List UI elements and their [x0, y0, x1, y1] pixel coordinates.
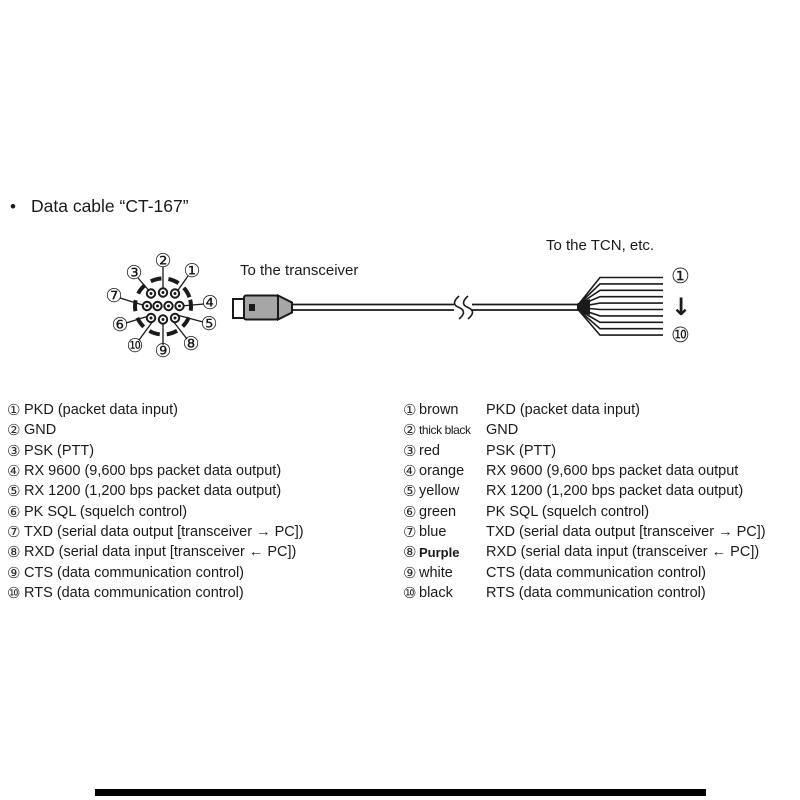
pin-description: GND	[486, 422, 519, 439]
pin-number: ⑧	[403, 543, 417, 562]
pin-list-left	[7, 400, 304, 603]
pin-number: ⑥	[403, 502, 417, 521]
pin-row	[7, 562, 304, 582]
pin-description: RX 1200 (1,200 bps packet data output)	[24, 483, 282, 500]
pin-row	[403, 461, 766, 481]
pin-description: CTS (data communication control)	[24, 564, 244, 581]
cable-lines	[291, 305, 578, 311]
pin-description: PK SQL (squelch control)	[486, 503, 650, 520]
plug-icon	[233, 296, 292, 320]
pin-number: ⑤	[7, 482, 21, 501]
connector-pin-number: ①	[183, 260, 201, 282]
pin-description: CTS (data communication control)	[486, 564, 706, 581]
pin-description: RX 9600 (9,600 bps packet data output)	[24, 463, 282, 480]
pin-number: ⑥	[7, 502, 21, 521]
pin-row	[7, 441, 304, 461]
pin-description: PKD (packet data input)	[486, 402, 640, 419]
connector-pin-number: ③	[125, 262, 143, 284]
down-arrow-icon: ↓	[671, 293, 692, 321]
pin-row	[7, 583, 304, 603]
connector-pin-number: ⑤	[200, 313, 218, 335]
pin-description: RXD (serial data input [transceiver ← PC])	[24, 544, 297, 561]
pin-description: PSK (PTT)	[24, 442, 95, 459]
connector-pin-number: ⑩	[126, 335, 144, 357]
wire-color-label: thick black	[419, 423, 471, 438]
wire-color-label: black	[419, 584, 453, 601]
tcn-label: To the TCN, etc.	[546, 237, 655, 254]
pin-number: ④	[403, 462, 417, 481]
pin-number: ⑨	[7, 563, 21, 582]
wire-color-label: Purple	[419, 544, 460, 560]
bottom-black-bar	[95, 789, 706, 796]
pin-description: RTS (data communication control)	[486, 584, 706, 601]
pin-number: ⑦	[403, 522, 417, 541]
connector-pin-number: ⑥	[111, 314, 129, 336]
title-bullet: •	[10, 197, 16, 216]
pin-description: TXD (serial data output [transceiver → PC])	[486, 523, 766, 540]
pin-row	[7, 542, 304, 562]
wire-color-label: yellow	[419, 483, 460, 500]
wire-number-bottom: ⑩	[671, 323, 690, 347]
wire-color-label: white	[419, 564, 453, 581]
pin-description: PSK (PTT)	[486, 442, 557, 459]
pin-number: ①	[7, 401, 21, 420]
pin-number: ⑤	[403, 482, 417, 501]
pin-row	[403, 441, 766, 461]
pin-row	[403, 542, 766, 562]
connector-pin-number: ⑦	[105, 285, 123, 307]
pin-row	[7, 501, 304, 521]
connector-pin-number: ②	[154, 250, 172, 272]
pin-number: ⑩	[7, 583, 21, 602]
connector-pin-number: ④	[201, 292, 219, 314]
wire-color-label: blue	[419, 523, 447, 540]
pin-row	[403, 420, 766, 440]
pin-number: ⑦	[7, 522, 21, 541]
pin-description: RXD (serial data input (transceiver ← PC])	[486, 544, 760, 561]
pin-description: RTS (data communication control)	[24, 584, 244, 601]
pin-number: ④	[7, 462, 21, 481]
pin-row	[7, 420, 304, 440]
pin-row	[403, 400, 766, 420]
page-title	[10, 196, 189, 217]
cable-break-icon	[455, 296, 473, 319]
title-text: Data cable “CT-167”	[31, 196, 189, 216]
pin-row	[403, 522, 766, 542]
pin-number: ③	[7, 441, 21, 460]
pin-description: PK SQL (squelch control)	[24, 503, 188, 520]
pin-number: ⑧	[7, 543, 21, 562]
cable-drawing	[228, 260, 700, 350]
pin-description: RX 9600 (9,600 bps packet data output	[486, 463, 739, 480]
pin-row	[403, 583, 766, 603]
connector-pin-number: ⑧	[182, 333, 200, 355]
connector-pin-number: ⑨	[154, 340, 172, 362]
wire-color-label: green	[419, 503, 457, 520]
pin-row	[403, 481, 766, 501]
pin-row	[7, 400, 304, 420]
pin-list-right	[403, 400, 766, 603]
pin-number: ②	[403, 421, 417, 440]
pin-number: ⑨	[403, 563, 417, 582]
pin-row	[7, 461, 304, 481]
pin-row	[403, 562, 766, 582]
fanout-wires	[578, 278, 663, 336]
transceiver-label: To the transceiver	[240, 262, 359, 279]
pin-number: ②	[7, 421, 21, 440]
pin-description: PKD (packet data input)	[24, 402, 178, 419]
pin-description: GND	[24, 422, 57, 439]
pin-number: ⑩	[403, 583, 417, 602]
pin-number: ①	[403, 401, 417, 420]
pin-number: ③	[403, 441, 417, 460]
wire-number-top: ①	[671, 264, 690, 288]
wire-color-label: orange	[419, 463, 465, 480]
pin-description: RX 1200 (1,200 bps packet data output)	[486, 483, 744, 500]
connector-pins	[143, 288, 184, 323]
pin-row	[403, 501, 766, 521]
pin-row	[7, 522, 304, 542]
wire-color-label: brown	[419, 402, 459, 419]
pin-row	[7, 481, 304, 501]
wire-color-label: red	[419, 442, 440, 459]
pin-description: TXD (serial data output [transceiver → PC])	[24, 523, 304, 540]
